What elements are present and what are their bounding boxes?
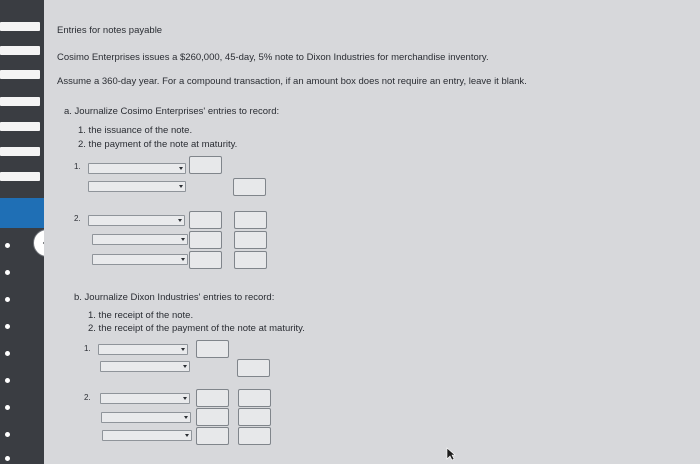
entry-label: 1. — [74, 162, 81, 171]
debit-amount-input[interactable] — [189, 211, 222, 229]
debit-amount-input[interactable] — [196, 340, 229, 358]
credit-amount-input[interactable] — [234, 211, 267, 229]
debit-amount-input[interactable] — [189, 156, 222, 174]
credit-amount-input[interactable] — [233, 178, 266, 196]
account-select[interactable] — [102, 430, 192, 441]
account-select[interactable] — [92, 254, 188, 265]
credit-amount-input[interactable] — [234, 251, 267, 269]
credit-amount-input[interactable] — [238, 427, 271, 445]
part-b-heading: b. Journalize Dixon Industries' entries to record: — [74, 292, 275, 303]
credit-amount-input[interactable] — [237, 359, 270, 377]
sidebar-dot[interactable] — [5, 297, 10, 302]
credit-amount-input[interactable] — [238, 389, 271, 407]
account-select[interactable] — [100, 361, 190, 372]
mouse-cursor-icon — [446, 447, 456, 461]
debit-amount-input[interactable] — [196, 408, 229, 426]
sidebar-bar[interactable] — [0, 46, 40, 55]
problem-statement: Cosimo Enterprises issues a $260,000, 45-day, 5% note to Dixon Industries for merchandise inventory. — [57, 52, 489, 63]
part-b-item: 1. the receipt of the note. — [88, 310, 194, 321]
debit-amount-input[interactable] — [196, 427, 229, 445]
account-select[interactable] — [88, 181, 186, 192]
account-select[interactable] — [100, 393, 190, 404]
sidebar-dot[interactable] — [5, 270, 10, 275]
instructions: Assume a 360-day year. For a compound transaction, if an amount box does not require an entry, leave it blank. — [57, 76, 527, 87]
part-a-item: 2. the payment of the note at maturity. — [78, 139, 238, 150]
account-select[interactable] — [88, 215, 185, 226]
entry-label: 2. — [84, 393, 91, 402]
sidebar-bar[interactable] — [0, 97, 40, 106]
account-select[interactable] — [88, 163, 186, 174]
account-select[interactable] — [101, 412, 191, 423]
sidebar-item-active[interactable] — [0, 198, 44, 228]
problem-content — [44, 0, 700, 464]
debit-amount-input[interactable] — [196, 389, 229, 407]
part-b-item: 2. the receipt of the payment of the note at maturity. — [88, 323, 305, 334]
part-a-heading: a. Journalize Cosimo Enterprises' entries to record: — [64, 106, 280, 117]
credit-amount-input[interactable] — [234, 231, 267, 249]
page-title: Entries for notes payable — [57, 25, 163, 36]
sidebar-dot[interactable] — [5, 405, 10, 410]
sidebar-dot[interactable] — [5, 243, 10, 248]
entry-label: 1. — [84, 344, 91, 353]
sidebar-dot[interactable] — [5, 351, 10, 356]
sidebar-bar[interactable] — [0, 122, 40, 131]
sidebar-dot[interactable] — [5, 378, 10, 383]
account-select[interactable] — [98, 344, 188, 355]
sidebar-bar[interactable] — [0, 70, 40, 79]
sidebar-dot[interactable] — [5, 432, 10, 437]
sidebar-dot[interactable] — [5, 324, 10, 329]
debit-amount-input[interactable] — [189, 231, 222, 249]
part-a-item: 1. the issuance of the note. — [78, 125, 193, 136]
sidebar-bar[interactable] — [0, 147, 40, 156]
debit-amount-input[interactable] — [189, 251, 222, 269]
sidebar-dot[interactable] — [5, 456, 10, 461]
sidebar-bar[interactable] — [0, 172, 40, 181]
sidebar-bar[interactable] — [0, 22, 40, 31]
credit-amount-input[interactable] — [238, 408, 271, 426]
account-select[interactable] — [92, 234, 188, 245]
entry-label: 2. — [74, 214, 81, 223]
